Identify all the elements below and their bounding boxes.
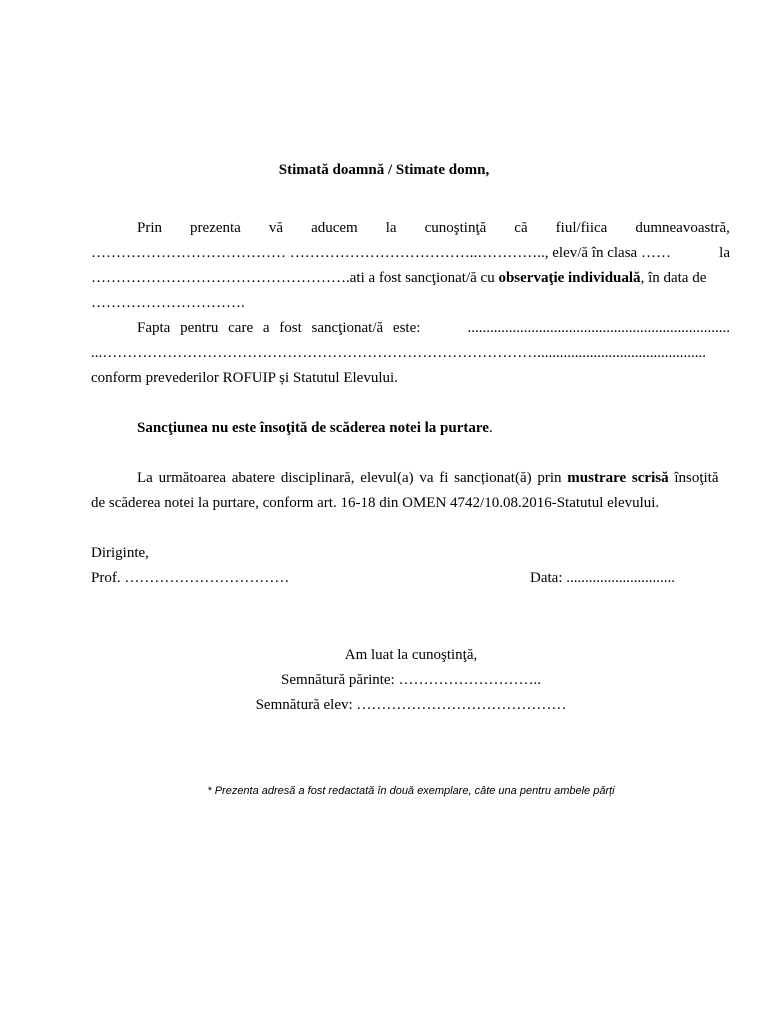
sanction-note-period: .: [488, 420, 493, 436]
paragraph-3-line-1: [137, 468, 730, 488]
next-sanction-type: mustrare scrisă: [567, 470, 669, 486]
student-name-blank: ………………………………… ………………………………..………….., elev/ă în clasa ……: [91, 245, 671, 261]
diriginte-label: Diriginte,: [91, 545, 149, 561]
sanction-note: [137, 418, 493, 438]
paragraph-2-line-1: [91, 318, 730, 338]
offense-label: Fapta pentru care a fost sancţionat/ă este:: [137, 320, 421, 336]
regulation-reference: conform prevederilor ROFUIP și Statutul Elevului.: [91, 370, 398, 386]
paragraph-1-line-3: [91, 268, 730, 288]
sanction-type: observaţie individuală: [498, 270, 641, 286]
word: fiul/fiica: [555, 220, 608, 236]
paragraph-1-line-2: [91, 243, 730, 263]
paragraph-3-line-2: de scăderea notei la purtare, conform art. 16-18 din OMEN 4742/10.08.2016-Statutul elevului.: [91, 495, 660, 511]
sanction-text: …………………………………………….ati a fost sancţionat/ă cu: [91, 270, 499, 286]
word: cunoştinţă: [424, 220, 487, 236]
offense-blank-line: ...…………………………………………………………………………….............................................: [91, 345, 706, 361]
word: prezenta: [190, 220, 241, 236]
date-signature-blank: Data: .............................: [530, 570, 675, 586]
next-offense-text: La următoarea abatere disciplinară, elevul(a) va fi sancționat(ă) prin mustrare scrisă însoţită: [137, 470, 719, 486]
offense-blank: ......................................................................: [467, 320, 730, 336]
word: vă: [268, 220, 284, 236]
teacher-signature-blank: Prof. ……………………………: [91, 570, 290, 586]
class-word: la: [719, 245, 730, 261]
date-blank: ………………………….: [91, 295, 245, 311]
letter-salutation: Stimată doamnă / Stimate domn,: [278, 162, 490, 178]
date-label: , în data de: [640, 270, 707, 286]
sanction-note-text: Sancţiunea nu este însoţită de scăderea notei la purtare: [137, 420, 489, 436]
word: aducem: [311, 220, 358, 236]
word: la: [385, 220, 397, 236]
word: Prin: [137, 220, 163, 236]
parent-signature: Semnătură părinte: ………………………..: [281, 672, 541, 688]
word: că: [514, 220, 528, 236]
word: dumneavoastră,: [635, 220, 730, 236]
footnote: * Prezenta adresă a fost redactată în două exemplare, câte una pentru ambele părți: [207, 785, 615, 797]
paragraph-1-line-1: [91, 218, 730, 238]
acknowledge-heading: Am luat la cunoştinţă,: [344, 647, 478, 663]
student-signature: Semnătură elev: ……………………………………: [255, 697, 567, 713]
